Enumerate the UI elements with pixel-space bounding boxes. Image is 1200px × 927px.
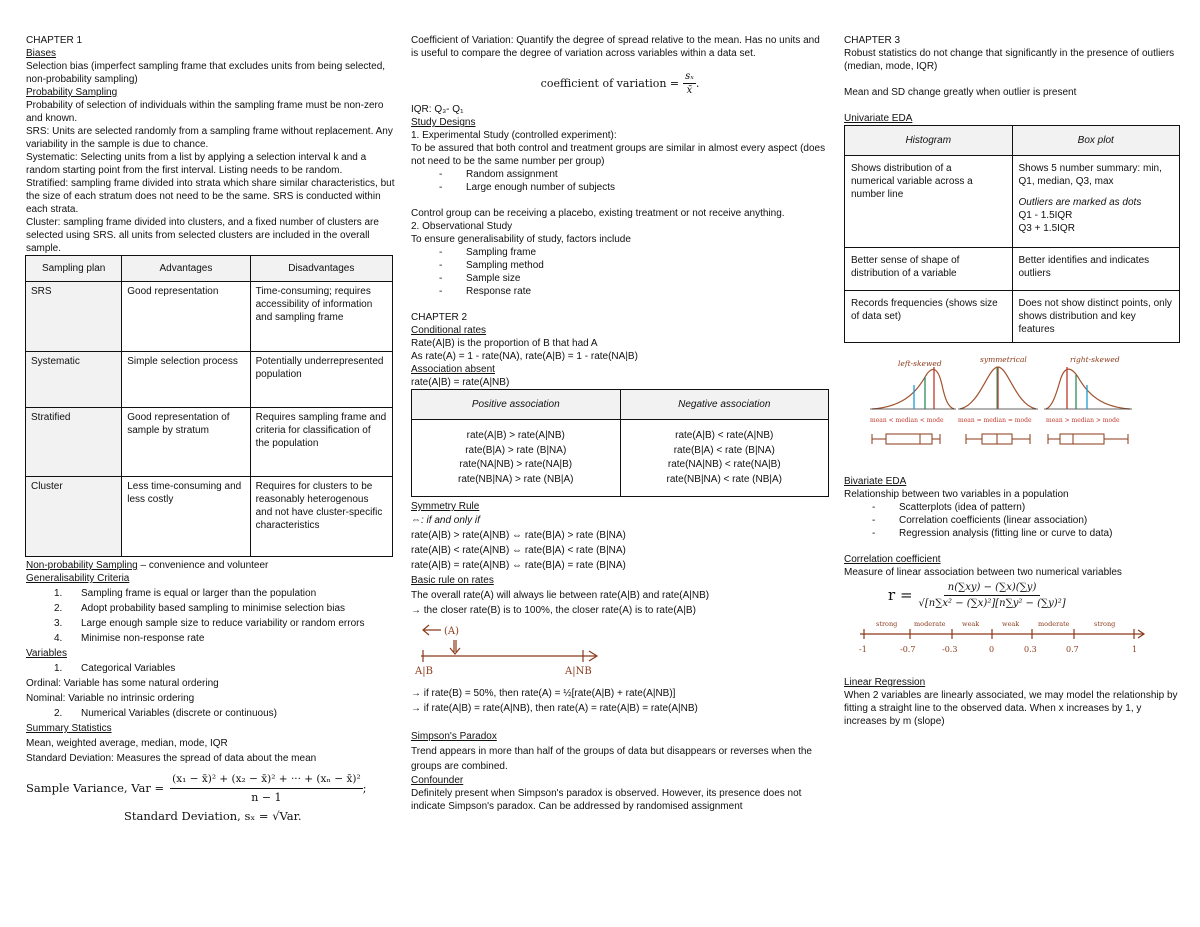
table-row: [26, 352, 393, 408]
skew-label: left-skewed: [898, 359, 942, 368]
list-item: - Sampling frame: [411, 246, 829, 259]
scale-number: 0: [989, 645, 995, 654]
correlation-heading: Correlation coefficient: [844, 554, 941, 565]
list-item: - Correlation coefficients (linear association): [844, 514, 1181, 527]
biases-text: Selection bias (imperfect sampling frame that excludes units from being selected, non-probability sampling): [26, 61, 386, 85]
scale-number: -0.3: [942, 645, 958, 654]
table-cell: Good representation of sample by stratum: [122, 408, 250, 477]
skew-relation: mean < median < mode: [870, 417, 944, 424]
bivariate-eda-text: Relationship between two variables in a population: [844, 489, 1069, 500]
correlation-text: Measure of linear association between two numerical variables: [844, 567, 1122, 578]
table-header-row: [845, 126, 1180, 156]
table-header-row: [412, 390, 829, 420]
conditional-rates-text-2: As rate(A) = 1 - rate(NA), rate(A|B) = 1 - rate(NA|B): [411, 351, 638, 362]
scale-word: moderate: [1038, 620, 1070, 628]
table-row: [845, 291, 1180, 343]
symmetry-line: rate(A|B) = rate(A|NB) ⇔ rate(B|A) = rate (B|NA): [411, 560, 626, 571]
bivariate-eda-heading: Bivariate EDA: [844, 476, 907, 487]
variance-semicolon: ;: [362, 782, 367, 795]
observational-study-text: To ensure generalisability of study, factors include: [411, 234, 631, 245]
cov-label: coefficient of variation =: [540, 77, 680, 90]
experimental-list: [411, 168, 829, 194]
variables-list-1: [26, 662, 396, 675]
experimental-study-text: To be assured that both control and treatment groups are similar in almost every aspect (does not need to be the same number per group): [411, 143, 826, 167]
iff-text: ⇔: if and only if: [411, 515, 480, 526]
list-item: [26, 587, 396, 600]
biases-heading: Biases: [26, 48, 57, 59]
table-row: [412, 420, 829, 497]
table-cell: Requires sampling frame and criteria for classification of the population: [250, 408, 392, 477]
association-line: rate(B|A) > rate (B|NA): [465, 444, 567, 456]
list-item: [26, 662, 396, 675]
variance-denominator: n − 1: [251, 791, 282, 804]
srs-text: SRS: Units are selected randomly from a sampling frame without replacement. Any variability in the sample is due to chance.: [26, 126, 393, 150]
table-header-row: [26, 256, 393, 282]
table-cell: Better sense of shape of distribution of a variable: [845, 248, 1013, 291]
table-cell: SRS: [26, 282, 122, 352]
table-cell: Records frequencies (shows size of data set): [845, 291, 1013, 343]
skew-relation: mean = median = mode: [958, 417, 1032, 424]
simpsons-paradox-heading: Simpson's Paradox: [411, 731, 497, 742]
table-row: [845, 156, 1180, 248]
generalisability-heading: Generalisability Criteria: [26, 573, 130, 584]
list-text: Categorical Variables: [81, 663, 176, 674]
table-cell: Shows distribution of a numerical variable across a number line: [845, 156, 1013, 248]
table-header: Histogram: [845, 126, 1013, 156]
table-header: Advantages: [122, 256, 250, 282]
table-header: Positive association: [412, 390, 621, 420]
scale-number: 0.3: [1024, 645, 1037, 654]
association-absent-heading: Association absent: [411, 364, 495, 375]
simpsons-paradox-text: Trend appears in more than half of the groups of data but disappears or reverses when the groups are combined.: [411, 746, 812, 772]
basic-rule-text-4: → if rate(A|B) = rate(A|NB), then rate(A) = rate(A|B) = rate(A|NB): [411, 703, 698, 714]
mean-sd-text: Mean and SD change greatly when outlier is present: [844, 87, 1077, 98]
iqr-text: IQR: Q₃- Q₁: [411, 104, 464, 115]
linear-regression-text: When 2 variables are linearly associated, we may model the relationship by fitting a straight line to the observed data. When x increases by 1, y increases by m (slope): [844, 690, 1178, 727]
confounder-heading: Confounder: [411, 775, 464, 786]
linear-regression-heading: Linear Regression: [844, 677, 926, 688]
systematic-text: Systematic: Selecting units from a list by applying a selection interval k and a random starting point from the first interval. Listing needs to be random.: [26, 152, 367, 176]
table-row: [26, 408, 393, 477]
list-item: - Response rate: [411, 285, 829, 298]
list-item: - Sample size: [411, 272, 829, 285]
summary-statistics-text: Mean, weighted average, median, mode, IQR: [26, 738, 228, 749]
association-line: rate(NA|NB) > rate(NA|B): [459, 459, 573, 470]
chapter-2-heading: CHAPTER 2: [411, 312, 468, 323]
r-numerator: n(∑xy) − (∑x)(∑y): [944, 581, 1041, 596]
chapter-3-heading: CHAPTER 3: [844, 35, 901, 46]
scale-word: moderate: [914, 620, 946, 628]
scale-number: 1: [1132, 645, 1138, 654]
probability-sampling-text: Probability of selection of individuals within the sampling frame must be non-zero and known.: [26, 100, 384, 124]
summary-statistics-heading: Summary Statistics: [26, 723, 112, 734]
column-1: [26, 34, 396, 823]
diagram-label-a: (A): [444, 626, 460, 637]
skewness-diagram: [870, 355, 1170, 455]
table-cell: Systematic: [26, 352, 122, 408]
table-header: Sampling plan: [26, 256, 122, 282]
skew-label: right-skewed: [1070, 355, 1120, 364]
r-fraction: [919, 581, 1066, 610]
symmetrical-plot: [958, 355, 1038, 444]
association-table: [411, 389, 829, 497]
standard-deviation-formula: Standard Deviation, sₓ = √Var.: [124, 809, 302, 823]
table-row: [26, 477, 393, 557]
association-line: rate(NB|NA) > rate (NB|A): [458, 473, 574, 485]
scale-word: weak: [962, 620, 980, 628]
symmetry-line: rate(A|B) < rate(A|NB) ⇔ rate(B|A) < rate (B|NA): [411, 545, 626, 556]
list-text: Minimise non-response rate: [81, 633, 205, 644]
table-cell: Potentially underrepresented population: [250, 352, 392, 408]
list-item: - Random assignment: [411, 168, 829, 181]
conditional-rates-text-1: Rate(A|B) is the proportion of B that had A: [411, 338, 598, 349]
table-header: Negative association: [620, 390, 829, 420]
table-cell: Time-consuming; requires accessibility of information and sampling frame: [250, 282, 392, 352]
column-3: [844, 34, 1181, 728]
symmetry-line: rate(A|B) > rate(A|NB) ⇔ rate(B|A) > rate (B|NA): [411, 530, 626, 541]
control-group-text: Control group can be receiving a placebo, existing treatment or not receive anything.: [411, 208, 785, 219]
table-header: Disadvantages: [250, 256, 392, 282]
experimental-study-heading: 1. Experimental Study (controlled experiment):: [411, 130, 617, 141]
probability-sampling-heading: Probability Sampling: [26, 87, 118, 98]
list-number: 2.: [54, 603, 63, 614]
table-header: Box plot: [1012, 126, 1180, 156]
confounder-text: Definitely present when Simpson's paradox is observed. However, its presence does not indicate Simpson's paradox. Can be addressed by randomised assignment: [411, 788, 802, 812]
list-text: Adopt probability based sampling to minimise selection bias: [81, 603, 346, 614]
association-line: rate(NA|NB) < rate(NA|B): [667, 459, 781, 470]
list-text: Large enough sample size to reduce variability or random errors: [81, 618, 365, 629]
scale-number: 0.7: [1066, 645, 1079, 654]
sample-variance-formula: [26, 773, 396, 804]
list-item: - Regression analysis (fitting line or curve to data): [844, 527, 1181, 540]
cov-denominator: x̄: [686, 85, 693, 96]
scale-number: -1: [859, 645, 867, 654]
non-probability-heading: Non-probability Sampling: [26, 560, 138, 571]
scale-word: weak: [1002, 620, 1020, 628]
generalisability-list: [26, 587, 396, 645]
cov-formula: [411, 70, 829, 97]
diagram-label-anb: A|NB: [565, 666, 592, 677]
table-cell: Better identifies and indicates outliers: [1012, 248, 1180, 291]
list-item: - Scatterplots (idea of pattern): [844, 501, 1181, 514]
association-line: rate(NB|NA) < rate (NB|A): [666, 473, 782, 485]
cell-line: Q1 - 1.5IQR: [1018, 210, 1073, 221]
cov-fraction: [683, 70, 696, 97]
table-cell: Requires for clusters to be reasonably heterogenous and not have cluster-specific characteristics: [250, 477, 392, 557]
variance-label: Sample Variance, Var =: [26, 781, 165, 795]
cov-numerator: sₓ: [685, 71, 694, 82]
cell-line: Outliers are marked as dots: [1018, 197, 1142, 208]
study-designs-heading: Study Designs: [411, 117, 476, 128]
non-probability-text: – convenience and volunteer: [137, 560, 269, 571]
rate-number-line-diagram: [411, 622, 611, 680]
list-item: [26, 632, 396, 645]
list-text: Numerical Variables (discrete or continuous): [81, 708, 278, 719]
table-cell: Good representation: [122, 282, 250, 352]
observational-study-heading: 2. Observational Study: [411, 221, 513, 232]
robust-statistics-text: Robust statistics do not change that significantly in the presence of outliers (median, mode, IQR): [844, 48, 1175, 72]
list-item: [26, 617, 396, 630]
table-row: [26, 282, 393, 352]
coefficient-of-variation-text: Coefficient of Variation: Quantify the degree of spread relative to the mean. Has no units and is useful to compare the degree of variation across variables within a data set.: [411, 35, 820, 59]
list-number: 1.: [54, 663, 63, 674]
scale-word: strong: [1094, 620, 1116, 628]
variance-fraction: [170, 773, 363, 804]
negative-association-cell: [620, 420, 829, 497]
correlation-formula: [888, 581, 1181, 610]
cov-period: .: [695, 77, 700, 90]
positive-association-cell: [412, 420, 621, 497]
basic-rule-text-3: → if rate(B) = 50%, then rate(A) = ½[rate(A|B) + rate(A|NB)]: [411, 688, 676, 699]
univariate-eda-table: [844, 125, 1180, 343]
association-line: rate(A|B) > rate(A|NB): [466, 430, 565, 441]
list-item: - Large enough number of subjects: [411, 181, 829, 194]
list-number: 1.: [54, 588, 63, 599]
list-number: 4.: [54, 633, 63, 644]
nominal-text: Nominal: Variable no intrinsic ordering: [26, 693, 195, 704]
cell-line: Q3 + 1.5IQR: [1018, 223, 1075, 234]
basic-rule-text-1: The overall rate(A) will always lie between rate(A|B) and rate(A|NB): [411, 590, 710, 601]
stratified-text: Stratified: sampling frame divided into strata which share similar characteristics, but the size of each stratum does not need to be the same. SRS is conducted within each strata.: [26, 178, 395, 215]
chapter-1-heading: CHAPTER 1: [26, 35, 83, 46]
list-item: - Sampling method: [411, 259, 829, 272]
correlation-scale-diagram: [846, 620, 1146, 658]
variables-heading: Variables: [26, 648, 67, 659]
list-item: [26, 602, 396, 615]
standard-deviation-text: Standard Deviation: Measures the spread of data about the mean: [26, 753, 317, 764]
basic-rule-text-2: → the closer rate(B) is to 100%, the closer rate(A) is to rate(A|B): [411, 605, 696, 616]
sampling-plan-table: [25, 255, 393, 557]
basic-rule-heading: Basic rule on rates: [411, 575, 494, 586]
skew-label: symmetrical: [980, 355, 1027, 364]
r-label: r =: [888, 586, 913, 604]
table-cell: Stratified: [26, 408, 122, 477]
list-number: 2.: [54, 708, 63, 719]
univariate-eda-heading: Univariate EDA: [844, 113, 913, 124]
column-2: [411, 34, 829, 813]
table-cell: [1012, 156, 1180, 248]
table-cell: Simple selection process: [122, 352, 250, 408]
scale-word: strong: [876, 620, 898, 628]
bivariate-list: [844, 501, 1181, 540]
table-cell: Does not show distinct points, only shows distribution and key features: [1012, 291, 1180, 343]
association-line: rate(A|B) < rate(A|NB): [675, 430, 774, 441]
variance-numerator: (x₁ − x̄)² + (x₂ − x̄)² + ··· + (xₙ − x̄)²: [170, 773, 363, 789]
association-line: rate(B|A) < rate (B|NA): [673, 444, 775, 456]
observational-list: [411, 246, 829, 298]
variables-list-2: [26, 707, 396, 720]
ordinal-text: Ordinal: Variable has some natural ordering: [26, 678, 219, 689]
conditional-rates-heading: Conditional rates: [411, 325, 487, 336]
scale-number: -0.7: [900, 645, 916, 654]
r-denominator: √[n∑x² − (∑x)²][n∑y² − (∑y)²]: [918, 598, 1066, 609]
left-skewed-plot: [870, 359, 956, 444]
list-text: Sampling frame is equal or larger than the population: [81, 588, 317, 599]
table-row: [845, 248, 1180, 291]
table-cell: Less time-consuming and less costly: [122, 477, 250, 557]
cell-line: Shows 5 number summary: min, Q1, median, Q3, max: [1018, 163, 1162, 187]
symmetry-rule-heading: Symmetry Rule: [411, 501, 480, 512]
right-skewed-plot: [1044, 355, 1132, 444]
list-number: 3.: [54, 618, 63, 629]
list-item: [26, 707, 396, 720]
diagram-label-ab: A|B: [415, 666, 433, 677]
non-probability-line: [26, 559, 396, 572]
association-absent-text: rate(A|B) = rate(A|NB): [411, 377, 510, 388]
skew-relation: mean > median > mode: [1046, 417, 1120, 424]
cluster-text: Cluster: sampling frame divided into clusters, and a fixed number of clusters are selected using SRS. all units from selected clusters are included in the overall sample.: [26, 217, 379, 254]
table-cell: Cluster: [26, 477, 122, 557]
